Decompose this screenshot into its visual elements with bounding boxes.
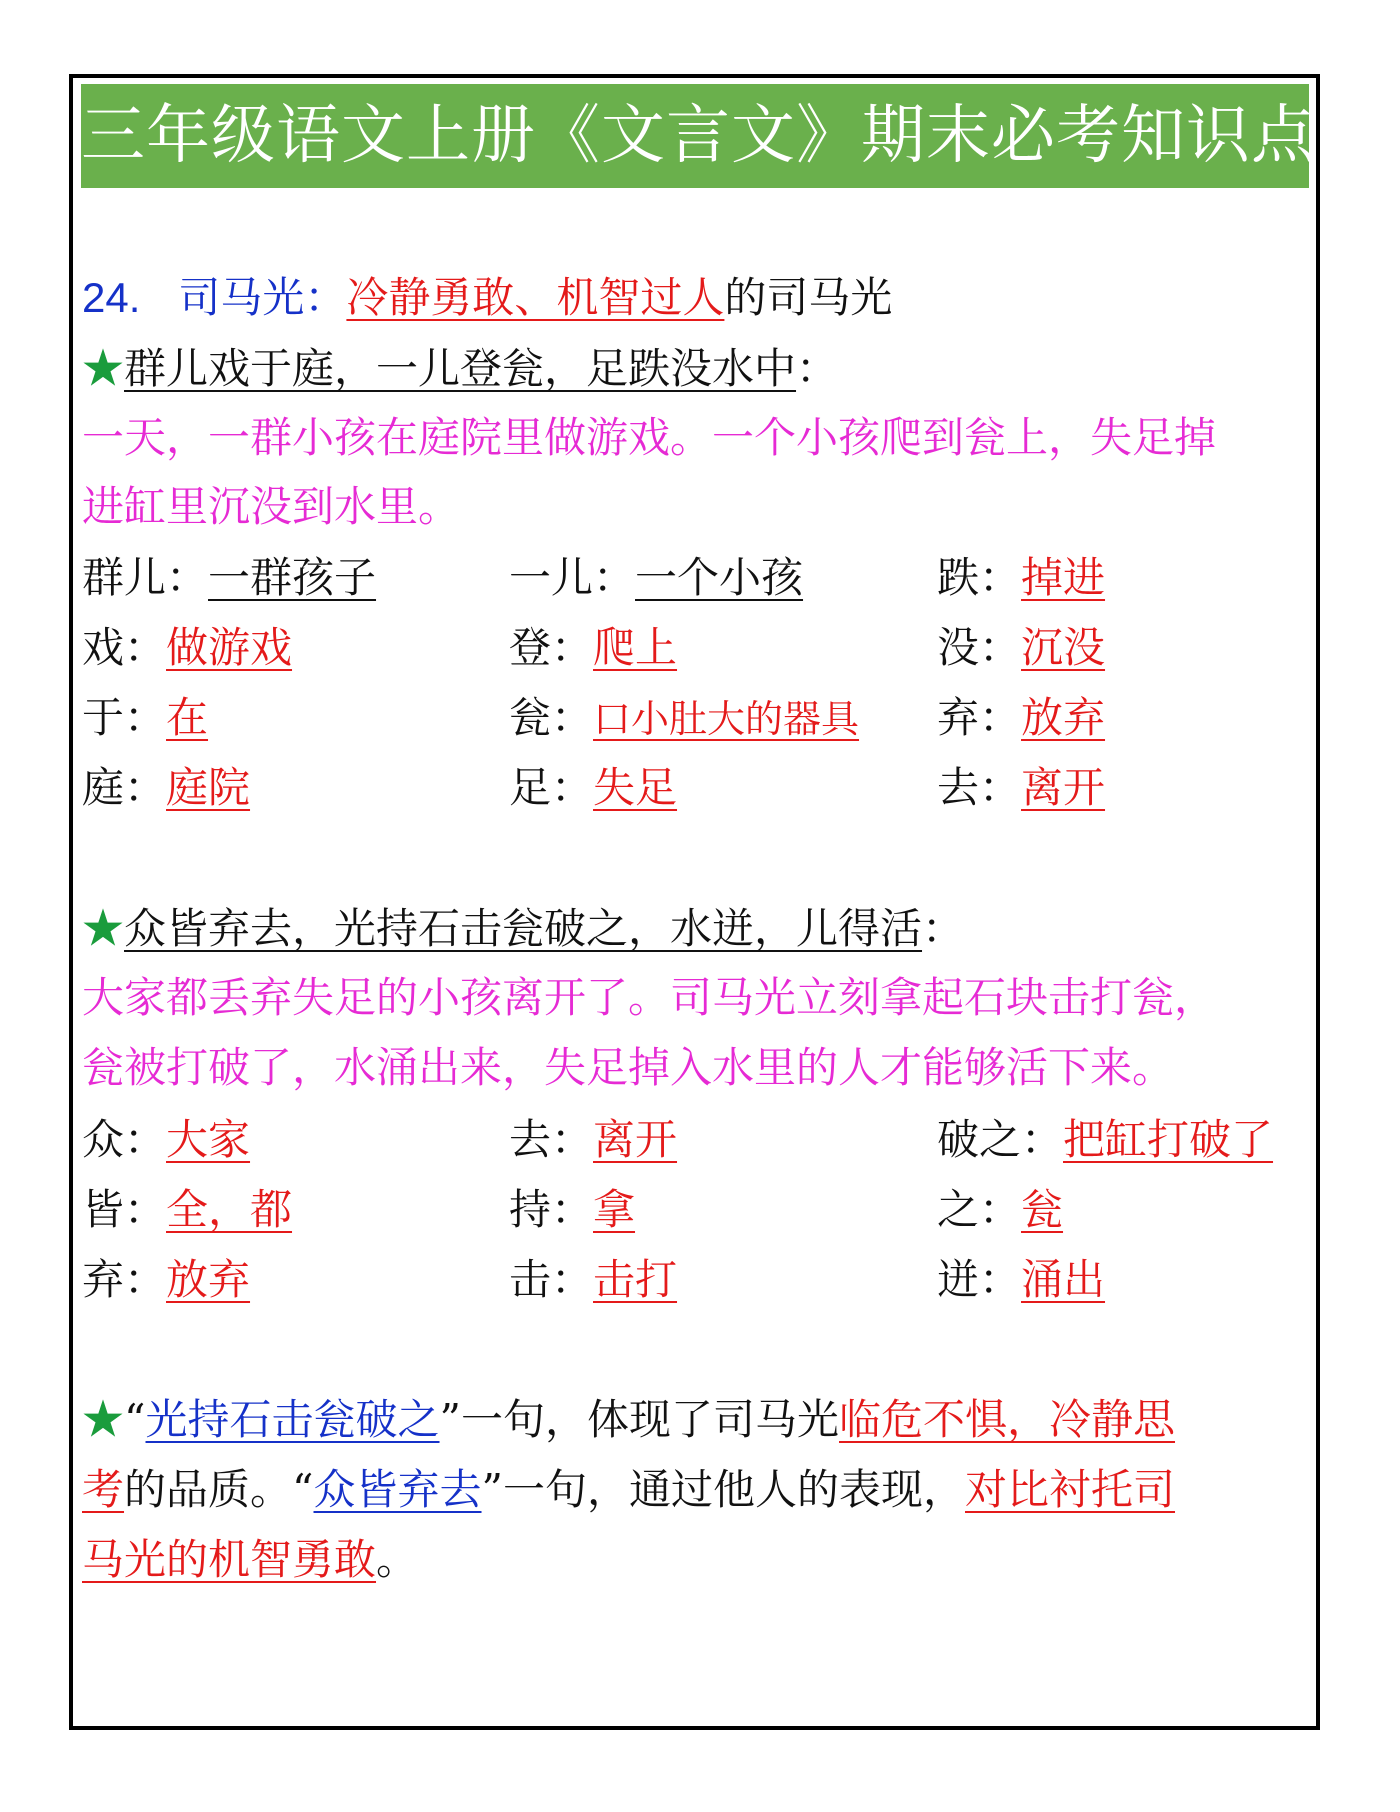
section3-line1: ★“光持石击瓮破之”一句，体现了司马光临危不惧，冷静思 bbox=[82, 1395, 1176, 1444]
term-item: 迸：涌出 bbox=[937, 1255, 1106, 1304]
lesson-heading bbox=[82, 270, 892, 326]
section2-translation-line1: 大家都丢弃失足的小孩离开了。司马光立刻拿起石块击打瓮， bbox=[82, 973, 1217, 1022]
star-icon: ★ bbox=[82, 344, 125, 393]
term-item: 持：拿 bbox=[509, 1185, 636, 1234]
section3-line2: 考的品质。“众皆弃去”一句，通过他人的表现，对比衬托司 bbox=[82, 1465, 1176, 1514]
section2-sentence-line bbox=[82, 901, 964, 957]
term-item: 众：大家 bbox=[82, 1115, 251, 1164]
term-item: 之：瓮 bbox=[937, 1185, 1064, 1234]
lesson-theme: 冷静勇敢、机智过人 bbox=[346, 273, 725, 322]
quote-sentence-1: 光持石击瓮破之 bbox=[145, 1395, 440, 1444]
term-item: 庭：庭院 bbox=[82, 763, 251, 812]
section1-colon: ： bbox=[796, 344, 839, 393]
term-item: 群儿：一群孩子 bbox=[82, 553, 377, 602]
term-item: 击：击打 bbox=[509, 1255, 678, 1304]
star-icon: ★ bbox=[82, 904, 125, 953]
section1-translation-line1: 一天，一群小孩在庭院里做游戏。一个小孩爬到瓮上，失足掉 bbox=[82, 413, 1217, 462]
term-item: 去：离开 bbox=[509, 1115, 678, 1164]
quality-phrase-end: 考 bbox=[82, 1465, 125, 1514]
term-item: 于：在 bbox=[82, 693, 209, 742]
lesson-title: 司马光： bbox=[178, 273, 347, 322]
lesson-number: 24. bbox=[82, 274, 141, 321]
star-icon: ★ bbox=[82, 1395, 125, 1444]
section1-translation-line2: 进缸里沉没到水里。 bbox=[82, 482, 461, 531]
contrast-phrase: 对比衬托司 bbox=[965, 1465, 1176, 1514]
section2-colon: ： bbox=[922, 904, 965, 953]
title-banner bbox=[81, 84, 1316, 188]
term-item: 皆：全，都 bbox=[82, 1185, 293, 1234]
quote-sentence-2: 众皆弃去 bbox=[313, 1465, 482, 1514]
term-item: 瓮：口小肚大的器具 bbox=[509, 693, 860, 742]
term-item: 足：失足 bbox=[509, 763, 678, 812]
term-item: 戏：做游戏 bbox=[82, 623, 293, 672]
term-item: 弃：放弃 bbox=[82, 1255, 251, 1304]
term-item: 跌：掉进 bbox=[937, 553, 1106, 602]
term-item: 没：沉没 bbox=[937, 623, 1106, 672]
page-title: 三年级语文上册《文言文》期末必考知识点 bbox=[81, 99, 1316, 173]
term-item: 弃：放弃 bbox=[937, 693, 1106, 742]
term-item: 登：爬上 bbox=[509, 623, 678, 672]
term-item: 破之：把缸打破了 bbox=[937, 1115, 1274, 1164]
quality-phrase: 临危不惧，冷静思 bbox=[839, 1395, 1176, 1444]
section3-line3: 马光的机智勇敢。 bbox=[82, 1535, 419, 1584]
section1-sentence: 群儿戏于庭，一儿登瓮，足跌没水中 bbox=[124, 344, 797, 393]
term-item: 一儿：一个小孩 bbox=[509, 553, 804, 602]
contrast-phrase-end: 马光的机智勇敢 bbox=[82, 1535, 377, 1584]
lesson-theme-suffix: 的司马光 bbox=[724, 273, 893, 322]
section2-translation-line2: 瓮被打破了，水涌出来，失足掉入水里的人才能够活下来。 bbox=[82, 1043, 1175, 1092]
section1-sentence-line bbox=[82, 341, 838, 397]
term-item: 去：离开 bbox=[937, 763, 1106, 812]
section2-sentence: 众皆弃去，光持石击瓮破之，水迸，儿得活 bbox=[124, 904, 923, 953]
